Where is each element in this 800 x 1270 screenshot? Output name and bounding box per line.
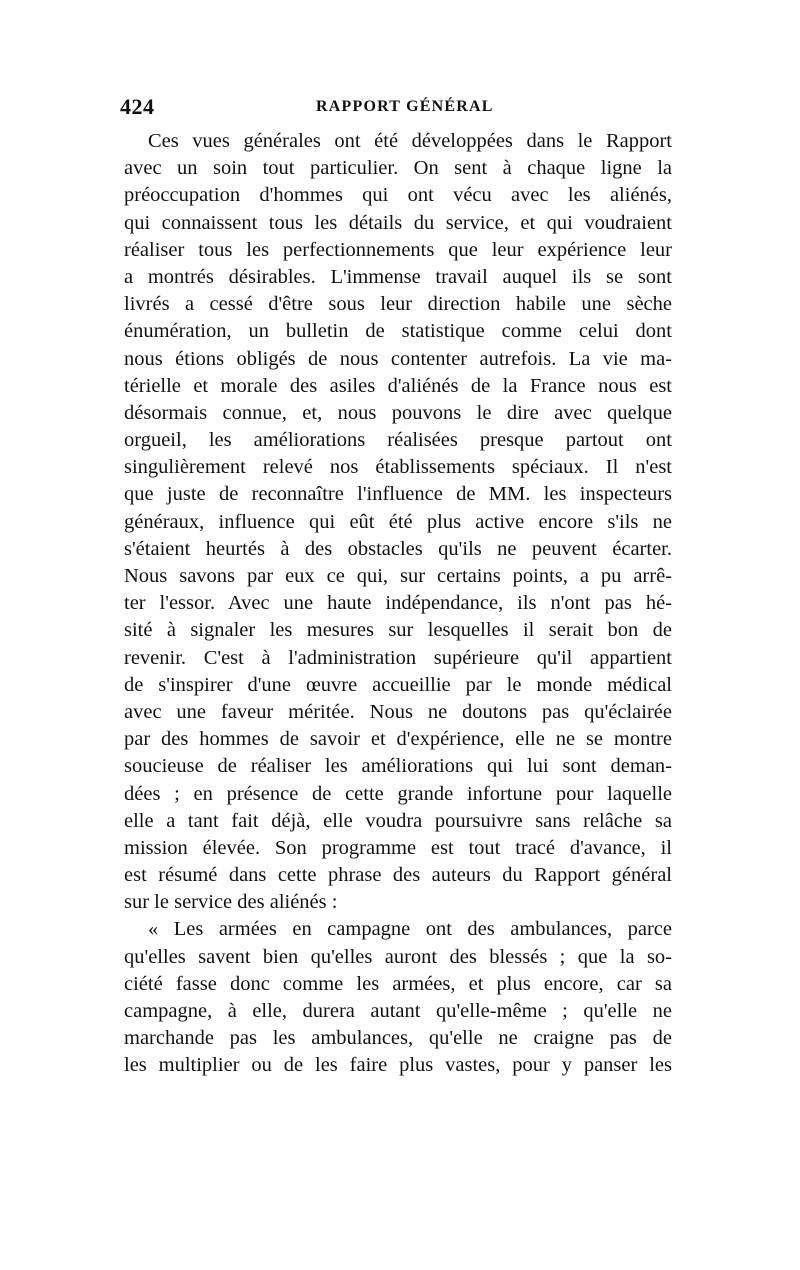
- text-line: térielle et morale des asiles d'aliénés de la France nous est: [124, 374, 672, 397]
- running-head: [120, 94, 680, 120]
- quote-line: campagne, à elle, durera autant qu'elle-même ; qu'elle ne: [124, 1000, 672, 1022]
- quote-line: les multiplier ou de les faire plus vastes, pour y panser les: [124, 1054, 672, 1077]
- page-number: 424: [120, 94, 155, 119]
- text-line: nous étions obligés de nous contenter autrefois. La vie ma-: [124, 347, 672, 370]
- text-line: singulièrement relevé nos établissements spéciaux. Il n'est: [124, 456, 672, 479]
- text-line: généraux, influence qui eût été plus active encore s'ils ne: [124, 510, 672, 533]
- text-line: énumération, un bulletin de statistique comme celui dont: [124, 320, 672, 343]
- text-line: ter l'essor. Avec une haute indépendance, ils n'ont pas hé-: [124, 592, 672, 615]
- text-line: est résumé dans cette phrase des auteurs du Rapport général: [124, 864, 672, 887]
- text-line: par des hommes de savoir et d'expérience, elle ne se montre: [124, 728, 672, 751]
- text-line: mission élevée. Son programme est tout tracé d'avance, il: [124, 836, 672, 859]
- text-line: avec un soin tout particulier. On sent à chaque ligne la: [124, 157, 672, 180]
- text-line: désormais connue, et, nous pouvons le dire avec quelque: [124, 401, 672, 424]
- text-line: revenir. C'est à l'administration supérieure qu'il appartient: [124, 646, 672, 669]
- text-line: s'étaient heurtés à des obstacles qu'ils ne peuvent écarter.: [124, 537, 672, 560]
- quote-line: ciété fasse donc comme les armées, et plus encore, car sa: [124, 972, 672, 995]
- text-line: elle a tant fait déjà, elle voudra poursuivre sans relâche sa: [124, 809, 672, 832]
- quote-line: marchande pas les ambulances, qu'elle ne craigne pas de: [124, 1027, 672, 1050]
- text-line: sité à signaler les mesures sur lesquelles il serait bon de: [124, 619, 672, 642]
- text-line: qui connaissent tous les détails du service, et qui voudraient: [124, 211, 672, 234]
- text-line: sur le service des aliénés :: [124, 891, 338, 914]
- text-line: avec une faveur méritée. Nous ne doutons pas qu'éclairée: [124, 700, 672, 723]
- text-line: réaliser tous les perfectionnements que leur expérience leur: [124, 238, 672, 261]
- text-line: a montrés désirables. L'immense travail auquel ils se sont: [124, 265, 672, 288]
- text-line: préoccupation d'hommes qui ont vécu avec les aliénés,: [124, 184, 672, 207]
- text-line: dées ; en présence de cette grande infortune pour laquelle: [124, 782, 672, 805]
- quote-line: « Les armées en campagne ont des ambulances, parce: [148, 918, 672, 941]
- text-line: Ces vues générales ont été développées dans le Rapport: [148, 130, 672, 152]
- text-line: livrés a cessé d'être sous leur direction habile une sèche: [124, 293, 672, 316]
- body-text: [124, 128, 672, 1080]
- running-title: RAPPORT GÉNÉRAL: [316, 98, 494, 115]
- text-line: de s'inspirer d'une œuvre accueillie par le monde médical: [124, 673, 672, 696]
- text-line: orgueil, les améliorations réalisées presque partout ont: [124, 429, 672, 452]
- text-line: Nous savons par eux ce qui, sur certains points, a pu arrê-: [124, 565, 672, 587]
- quote-line: qu'elles savent bien qu'elles auront des blessés ; que la so-: [124, 945, 672, 968]
- text-line: que juste de reconnaître l'influence de MM. les inspecteurs: [124, 483, 672, 506]
- text-line: soucieuse de réaliser les améliorations qui lui sont deman-: [124, 755, 672, 778]
